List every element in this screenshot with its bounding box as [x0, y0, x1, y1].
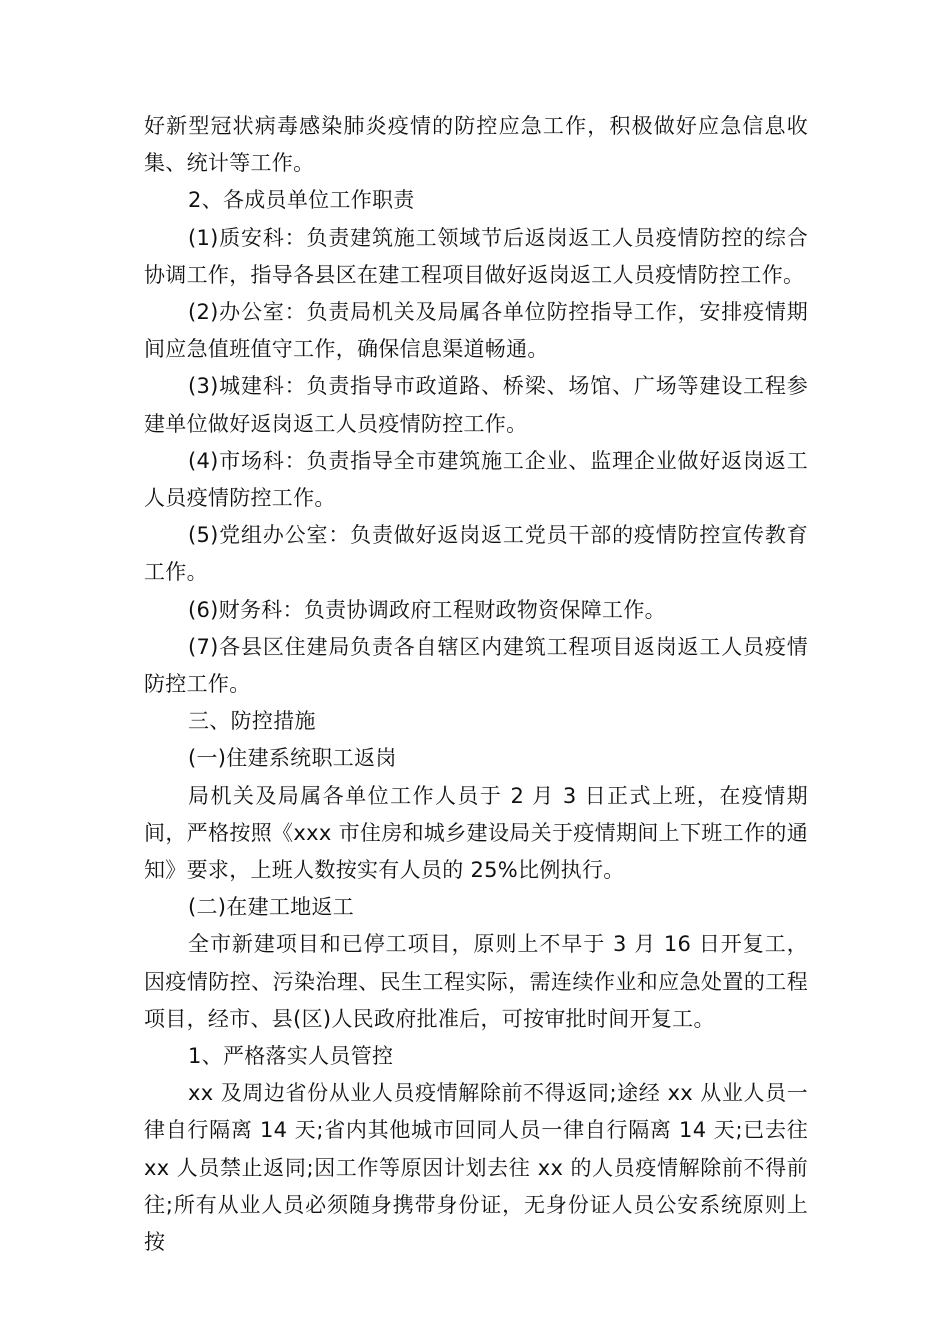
paragraph-urban-construction: (3)城建科：负责指导市政道路、桥梁、场馆、广场等建设工程参建单位做好返岗返工人员疫情防控工作。: [144, 374, 808, 436]
document-body: [144, 108, 808, 1261]
paragraph-county-bureaus: (7)各县区住建局负责各自辖区内建筑工程项目返岗返工人员疫情防控工作。: [144, 634, 808, 697]
paragraph-office: (2)办公室：负责局机关及局属各单位防控指导工作，安排疫情期间应急值班值守工作，确保信息渠道畅通。: [144, 300, 808, 362]
paragraph-staff-return: 局机关及局属各单位工作人员于 2 月 3 日正式上班，在疫情期间，严格按照《xxx 市住房和城乡建设局关于疫情期间上下班工作的通知》要求，上班人数按实有人员的 25%比例执行。: [144, 783, 808, 883]
paragraph-1: 好新型冠状病毒感染肺炎疫情的防控应急工作，积极做好应急信息收集、统计等工作。: [144, 114, 808, 176]
paragraph-quality-safety: (1)质安科：负责建筑施工领域节后返岗返工人员疫情防控的综合协调工作，指导各县区在建工程项目做好返岗返工人员疫情防控工作。: [144, 225, 808, 287]
section-heading-member-duties: 2、各成员单位工作职责: [188, 188, 415, 213]
paragraph-finance: (6)财务科：负责协调政府工程财政物资保障工作。: [188, 597, 666, 622]
subheading-site-return: (二)在建工地返工: [188, 895, 355, 920]
paragraph-market: (4)市场科：负责指导全市建筑施工企业、监理企业做好返岗返工人员疫情防控工作。: [144, 448, 808, 511]
paragraph-party-office: (5)党组办公室：负责做好返岗返工党员干部的疫情防控宣传教育工作。: [144, 523, 808, 585]
section-heading-measures: 三、防控措施: [188, 709, 316, 734]
paragraph-site-return: 全市新建项目和已停工项目，原则上不早于 3 月 16 日开复工，因疫情防控、污染治理、民生工程实际，需连续作业和应急处置的工程项目，经市、县(区)人民政府批准后，可按审批时间开复工。: [144, 932, 808, 1031]
subheading-personnel-control: 1、严格落实人员管控: [188, 1044, 394, 1069]
paragraph-personnel-control: xx 及周边省份从业人员疫情解除前不得返同;途经 xx 从业人员一律自行隔离 14 天;省内其他城市回同人员一律自行隔离 14 天;已去往 xx 人员禁止返同;因工作等原因计划去往 xx 的人员疫情解除前不得前往;所有从业人员必须随身携带身份证，无身份证人员公安系统原则上按: [144, 1081, 808, 1255]
subheading-staff-return: (一)住建系统职工返岗: [188, 746, 397, 771]
